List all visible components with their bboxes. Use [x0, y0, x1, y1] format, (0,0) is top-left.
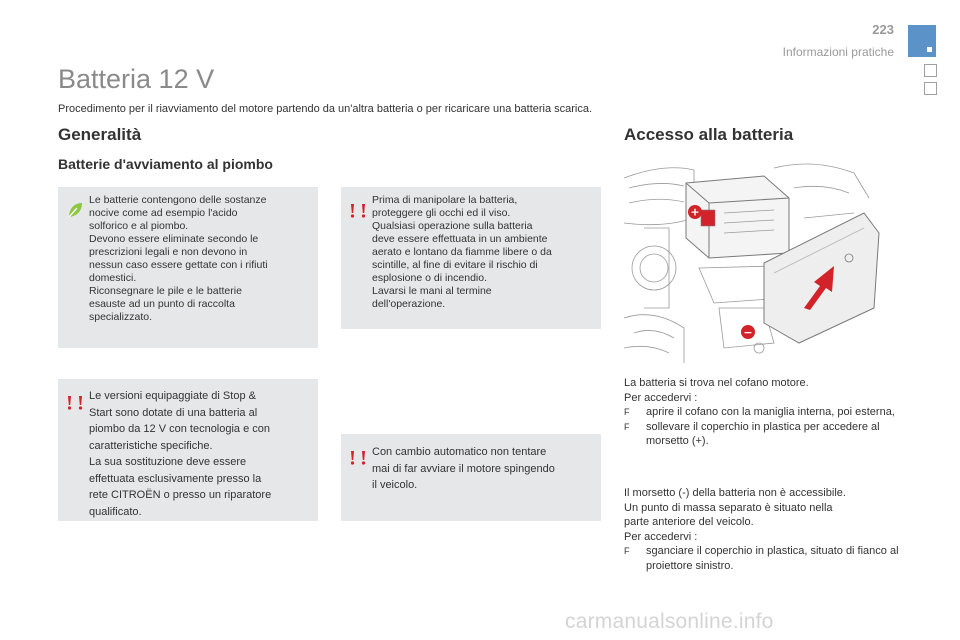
watermark: carmanualsonline.info — [565, 610, 774, 633]
list-item — [624, 544, 906, 573]
section-name: Informazioni pratiche — [782, 45, 894, 59]
bullet-icon: F — [624, 546, 630, 556]
environment-note-text: Le batterie contengono delle sostanze nocive come ad esempio l'acido solforico e al piombo. Devono essere eliminate secondo le prescrizioni legali e non devono in nessun caso essere gettate con i rifiuti domestici. Riconsegnare le pile e le batterie esauste ad un punto di raccolta specializzato. — [89, 194, 268, 323]
battery-location-text — [624, 376, 906, 449]
automatic-gearbox-warning-text: Con cambio automatico non tentare mai di far avviare il motore spingendo il veicolo. — [372, 446, 555, 491]
ground-point-text — [624, 486, 906, 573]
safety-warning-text: Prima di manipolare la batteria, proteggere gli occhi ed il viso. Qualsiasi operazione sulla batteria deve essere effettuata in un ambiente aerato e lontano da fiamme libere o da scintille, al fine di evitare il rischio di esplosione o di incendio. Lavarsi le mani al termine dell'operazione. — [372, 194, 552, 310]
exclamation-icon — [349, 201, 367, 219]
section-tab-active[interactable] — [908, 25, 936, 57]
intro-text: Procedimento per il riavviamento del motore partendo da un'altra batteria o per ricaricare una batteria scarica. — [58, 103, 593, 115]
text-line: Per accedervi : — [624, 391, 698, 404]
automatic-gearbox-warning — [341, 434, 601, 521]
positive-terminal-label: + — [690, 205, 700, 219]
page-title: Batteria 12 V — [58, 64, 215, 94]
environment-note — [58, 187, 318, 348]
list-item-text: aprire il cofano con la maniglia interna, poi esterna, — [646, 406, 895, 418]
list-item-text: sganciare il coperchio in plastica, situato di fianco al proiettore sinistro. — [646, 545, 899, 572]
leaf-icon — [66, 201, 84, 219]
battery-access-heading: Accesso alla batteria — [624, 125, 794, 144]
engine-bay-illustration — [624, 158, 884, 363]
text-line: Per accedervi : — [624, 530, 698, 543]
safety-warning — [341, 187, 601, 329]
general-heading: Generalità — [58, 125, 142, 144]
exclamation-icon — [66, 393, 84, 411]
page-number: 223 — [872, 22, 894, 37]
text-line: parte anteriore del veicolo. — [624, 516, 754, 528]
negative-terminal-label: − — [743, 326, 753, 339]
section-tab[interactable] — [924, 82, 937, 95]
stop-start-warning — [58, 379, 318, 521]
list-item — [624, 405, 906, 420]
bullet-icon: F — [624, 421, 630, 432]
text-line: Il morsetto (-) della batteria non è accessibile. — [624, 487, 846, 499]
lead-batteries-heading: Batterie d'avviamento al piombo — [58, 156, 273, 172]
stop-start-warning-text: Le versioni equipaggiate di Stop & Start sono dotate di una batteria al piombo da 12 V con tecnologia e con caratteristiche specifiche. La sua sostituzione deve essere effettuata esclusivamente presso la rete CITROËN o presso un riparatore qualificato. — [89, 390, 272, 518]
text-line: La batteria si trova nel cofano motore. — [624, 377, 809, 389]
exclamation-icon — [349, 448, 367, 466]
text-line: Un punto di massa separato è situato nella — [624, 501, 833, 514]
list-item — [624, 420, 906, 449]
list-item-text: sollevare il coperchio in plastica per accedere al morsetto (+). — [646, 420, 880, 447]
section-tab[interactable] — [924, 64, 937, 77]
bullet-icon: F — [624, 407, 630, 417]
